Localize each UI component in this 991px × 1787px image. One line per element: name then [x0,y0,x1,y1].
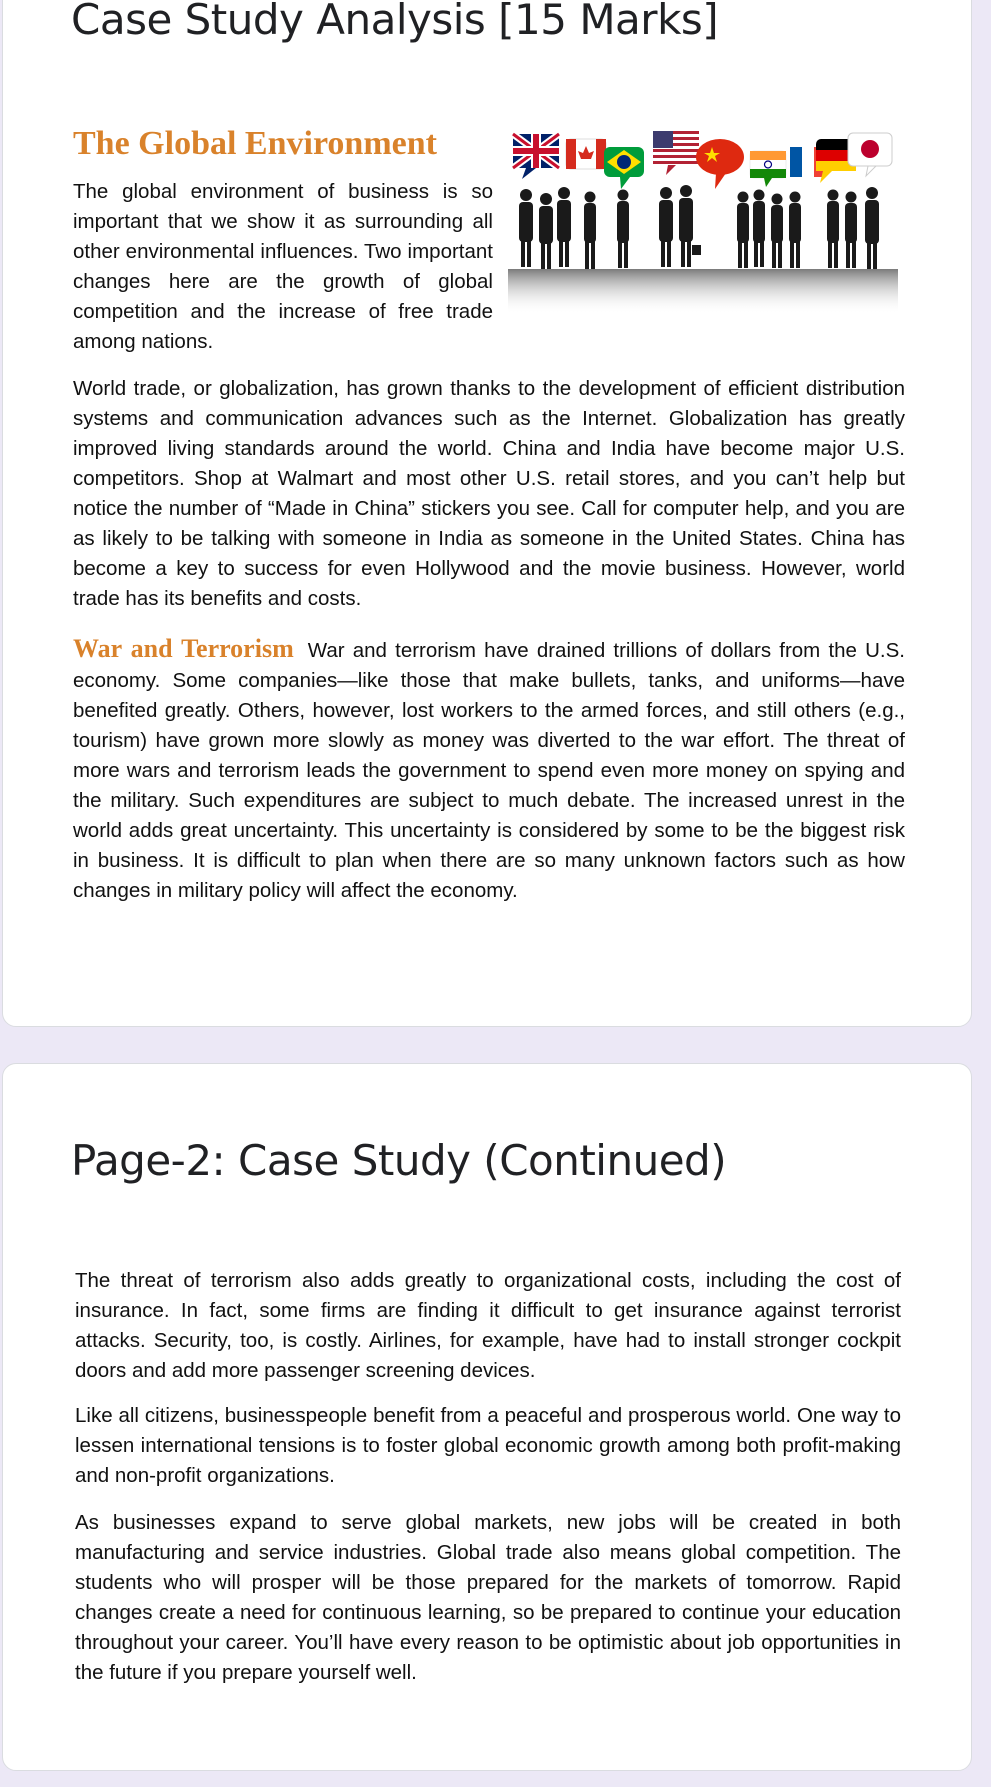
global-markets-paragraph: As businesses expand to serve global markets, new jobs will be created in both manufacturing and service industries. Global trade also means global competition. The students who will prosper will be those prepared for the markets of tomorrow. Rapid changes create a need for continuous learning, so be prepared to continue your education throughout your career. You’ll have every reason to be optimistic about job opportunities in the future if you prepare yourself well. [75,1511,901,1684]
war-terrorism-text: War and terrorism have drained trillions of dollars from the U.S. economy. Some companies—like those that make bullets, tanks, and uniforms—have benefited greatly. Others, however, lost workers to the armed forces, and still others (e.g., tourism) have grown more slowly as money was diverted to the war effort. The threat of more wars and terrorism leads the government to spend even more money on spying and the military. Such expenditures are subject to much debate. The increased unrest in the world adds great uncertainty. This uncertainty is considered by some to be the biggest risk in business. It is difficult to plan when there are so many unknown factors such as how changes in military policy will affect the economy. [73,639,906,902]
intro-paragraph: The global environment of business is so important that we show it as surrounding all other environmental influences. Two important changes here are the growth of global competition and the increase of free trade among nations. [73,180,493,353]
section-title: Case Study Analysis [15 Marks] [71,0,719,44]
terrorism-costs-paragraph: The threat of terrorism also adds greatly to organizational costs, including the cost of insurance. In fact, some firms are finding it difficult to get insurance against terrorist attacks. Security, too, is costly. Airlines, for example, have had to install stronger cockpit doors and add more passenger screening devices. [75,1269,901,1382]
peaceful-world-paragraph: Like all citizens, businesspeople benefit from a peaceful and prosperous world. One way to lessen international tensions is to foster global economic growth among both profit-making and non-profit organizations. [75,1404,901,1487]
section-title-2: Page-2: Case Study (Continued) [71,1136,727,1185]
war-terrorism-paragraph [73,634,905,906]
global-business-people-image [508,129,898,314]
section-card-1 [2,0,972,1027]
war-terrorism-heading: War and Terrorism [73,634,294,663]
section-card-2 [2,1063,972,1771]
global-environment-heading: The Global Environment [73,125,437,162]
world-trade-paragraph: World trade, or globalization, has grown thanks to the development of efficient distribution systems and communication advances such as the Internet. Globalization has greatly improved living standards around the world. China and India have become major U.S. competitors. Shop at Walmart and most other U.S. retail stores, and you can’t help but notice the number of “Made in China” stickers you see. Call for computer help, and you are as likely to be talking with someone in India as someone in the United States. China has become a key to success for even Hollywood and the movie business. However, world trade has its benefits and costs. [73,377,905,610]
